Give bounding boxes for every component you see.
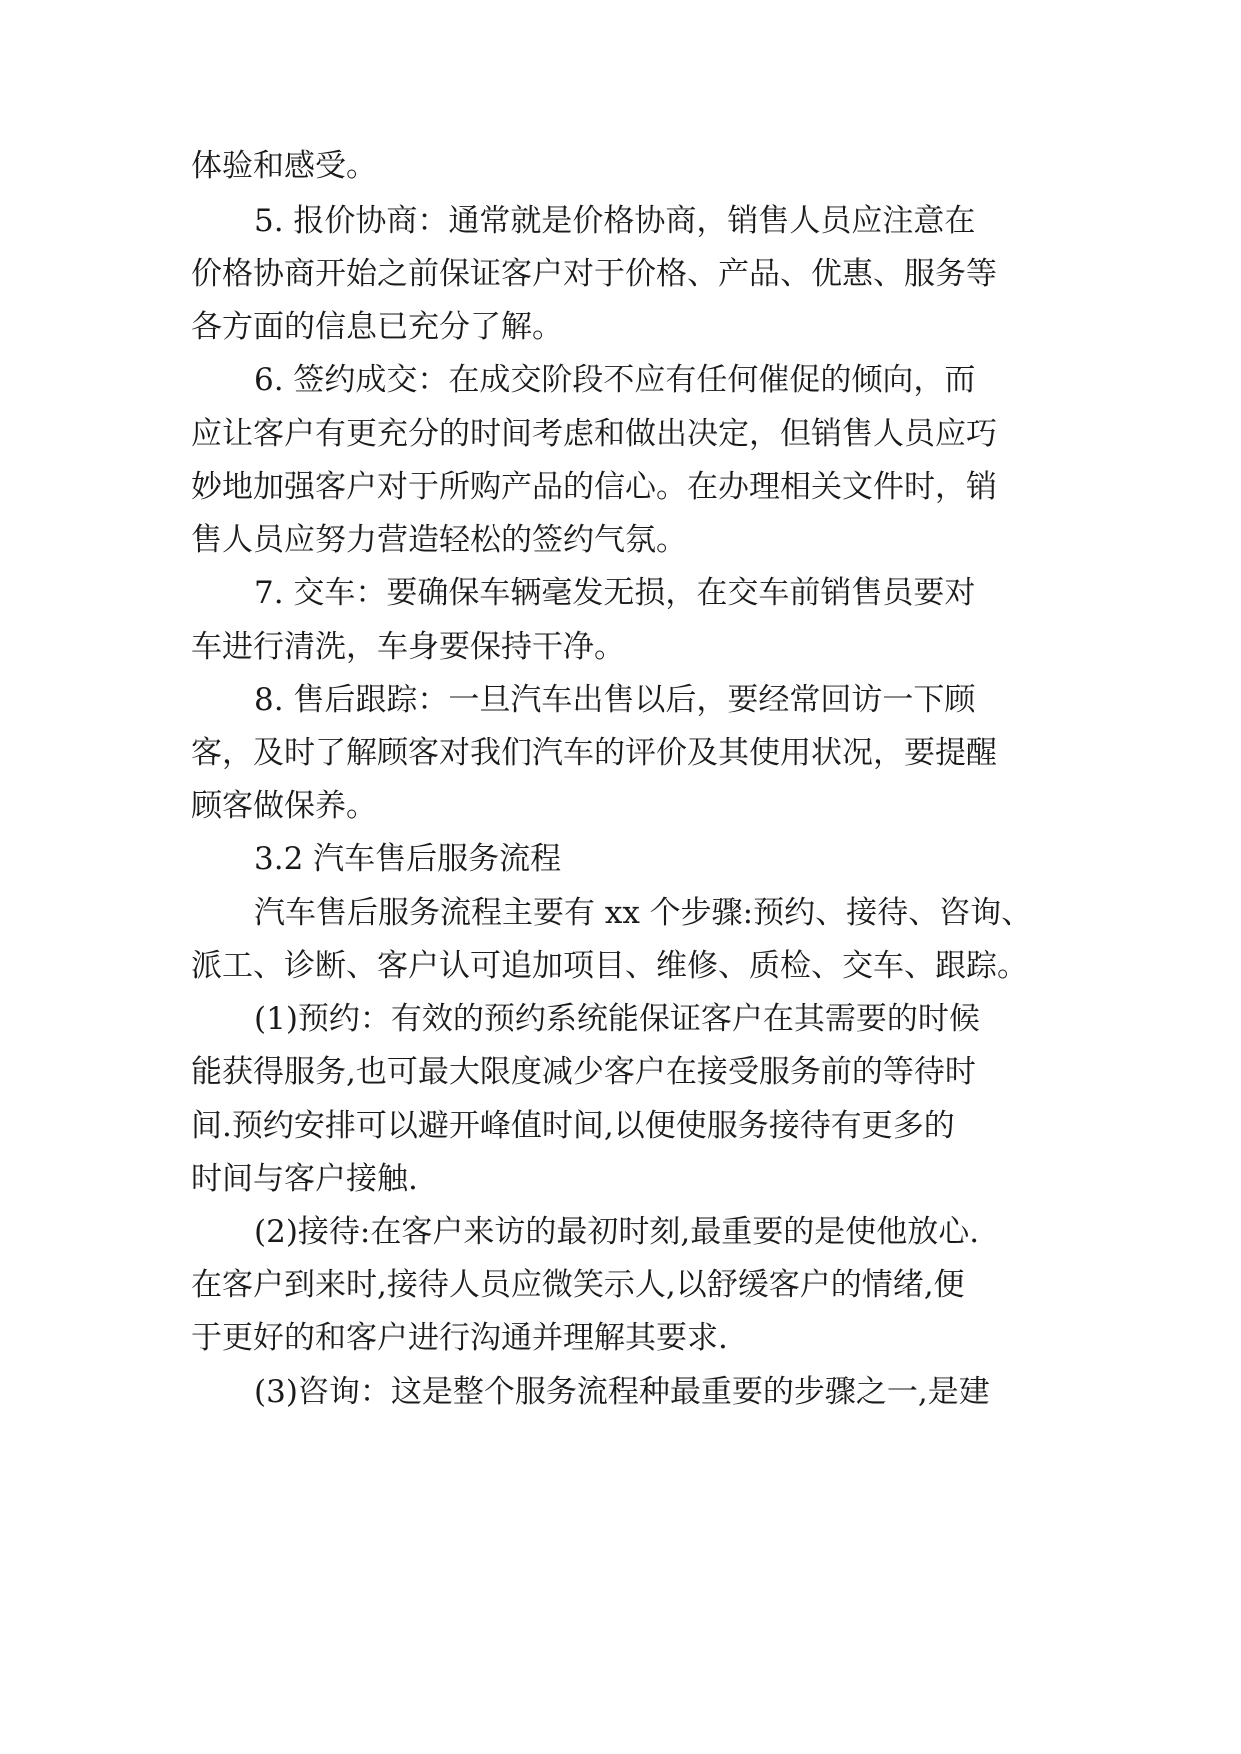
text-line: (1)预约：有效的预约系统能保证客户在其需要的时候: [254, 1001, 980, 1037]
text-line: (2)接待:在客户来访的最初时刻,最重要的是使他放心.: [254, 1214, 980, 1250]
text-line: 间.预约安排可以避开峰值时间,以便使服务接待有更多的: [191, 1108, 955, 1144]
text-line: 7. 交车：要确保车辆毫发无损，在交车前销售员要对: [254, 575, 976, 611]
text-line: 在客户到来时,接待人员应微笑示人,以舒缓客户的情绪,便: [191, 1267, 965, 1303]
text-line: 车进行清洗，车身要保持干净。: [191, 629, 625, 665]
text-line: 各方面的信息已充分了解。: [191, 309, 563, 345]
text-line: 8. 售后跟踪：一旦汽车出售以后，要经常回访一下顾: [254, 682, 976, 718]
text-line: 于更好的和客户进行沟通并理解其要求.: [191, 1320, 728, 1356]
text-line: 售人员应努力营造轻松的签约气氛。: [191, 522, 687, 558]
section-heading: 3.2 汽车售后服务流程: [254, 841, 562, 877]
text-line: 5. 报价协商：通常就是价格协商，销售人员应注意在: [254, 203, 976, 239]
text-line: 应让客户有更充分的时间考虑和做出决定，但销售人员应巧: [191, 416, 997, 452]
text-line: 汽车售后服务流程主要有 xx 个步骤:预约、接待、咨询、: [254, 895, 1033, 931]
text-line: (3)咨询：这是整个服务流程种最重要的步骤之一,是建: [254, 1374, 990, 1410]
text-line: 时间与客户接触.: [191, 1161, 418, 1197]
text-line: 能获得服务,也可最大限度减少客户在接受服务前的等待时: [191, 1054, 976, 1090]
text-line: 妙地加强客户对于所购产品的信心。在办理相关文件时，销: [191, 469, 997, 505]
text-line: 顾客做保养。: [191, 788, 377, 824]
text-line: 6. 签约成交：在成交阶段不应有任何催促的倾向，而: [254, 362, 976, 398]
text-line: 体验和感受。: [191, 148, 377, 184]
text-line: 价格协商开始之前保证客户对于价格、产品、优惠、服务等: [191, 256, 997, 292]
text-line: 派工、诊断、客户认可追加项目、维修、质检、交车、跟踪。: [191, 948, 1028, 984]
text-line: 客，及时了解顾客对我们汽车的评价及其使用状况，要提醒: [191, 735, 997, 771]
